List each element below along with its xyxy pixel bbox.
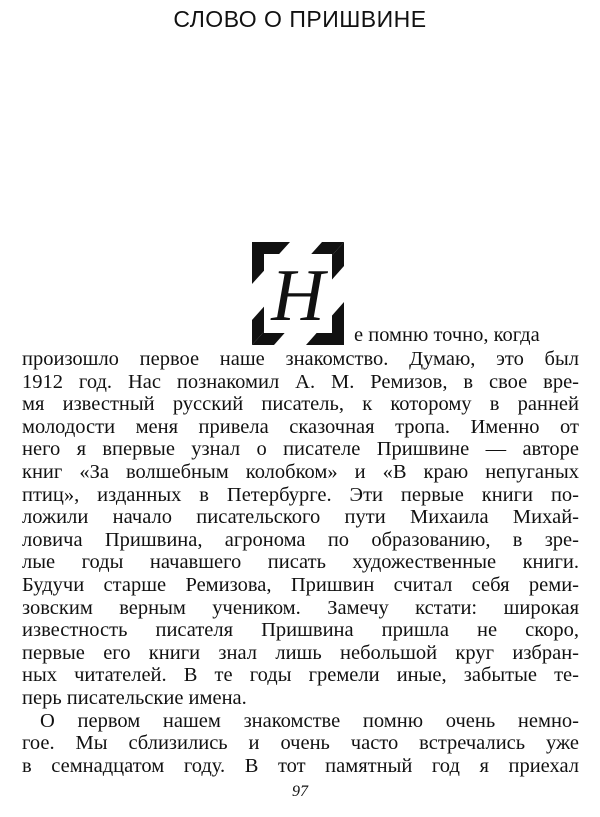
first-line-text: е помню точно, когда [354,324,540,346]
text-line: молодости меня привела сказочная тропа. Именно от [22,415,579,438]
text-line: птиц», изданных в Петербурге. Эти первые книги по- [22,483,579,506]
drop-cap-initial [252,242,344,345]
page-number: 97 [292,783,308,800]
drop-cap-letter: Н [271,255,325,337]
text-line: ловича Пришвина, агронома по образованию, в зре- [22,528,579,551]
text-line: первые его книги знал лишь небольшой круг избран- [22,641,579,664]
text-line: книг «За волшебным колобком» и «В краю непуганых [22,460,579,483]
text-line: мя известный русский писатель, к которому в ранней [22,393,579,416]
text-line: 1912 год. Нас познакомил А. М. Ремизов, в свое вре- [22,370,579,393]
text-line: О первом нашем знакомстве помню очень немно- [40,709,579,732]
text-line: Будучи старше Ремизова, Пришвин считал себя реми- [22,573,579,596]
text-line: зовским верным учеником. Замечу кстати: широкая [22,596,579,619]
text-line: в семнадцатом году. В тот памятный год я приехал [22,754,579,777]
text-line: гое. Мы сблизились и очень часто встречались уже [22,732,579,755]
text-line: лые годы начавшего писать художественные книги. [22,551,579,574]
body-text [22,348,579,777]
text-line: ных читателей. В те годы гремели иные, забытые те- [22,664,579,687]
text-line: ложили начало писательского пути Михаила Михай- [22,506,579,529]
text-line: известность писателя Пришвина пришла не скоро, [22,619,579,642]
text-line: перь писательские имена. [22,686,247,709]
page-title: СЛОВО О ПРИШВИНЕ [173,6,427,32]
text-line: произошло первое наше знакомство. Думаю, это был [22,348,579,370]
text-line: него я впервые узнал о писателе Пришвине — авторе [22,438,579,461]
